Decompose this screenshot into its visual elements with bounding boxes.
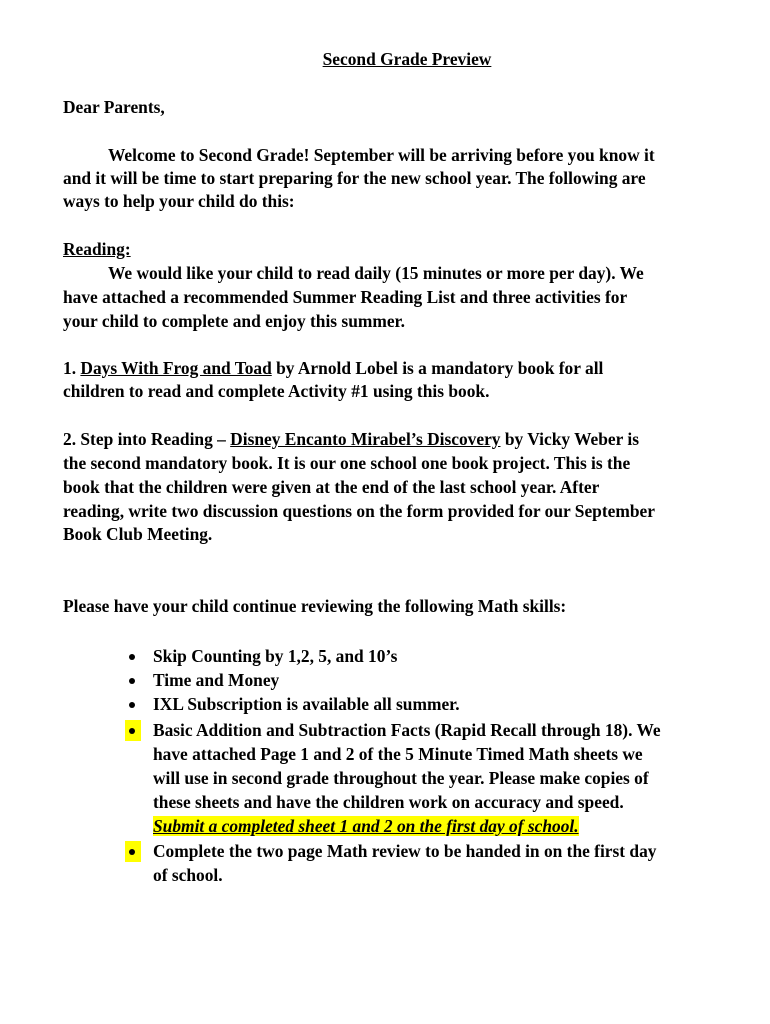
math-intro: Please have your child continue reviewing the following Math skills: [63,596,567,616]
item-2-line-5: Book Club Meeting. [63,524,213,544]
math-bullet-4-line-1: Basic Addition and Subtraction Facts (Rapid Recall through 18). We [153,720,661,740]
item-2-line-4: reading, write two discussion questions on the form provided for our September [63,501,655,521]
page-title [0,48,770,71]
bullet-dot [126,645,138,668]
intro-line-1: Welcome to Second Grade! September will be arriving before you know it [108,145,655,165]
math-bullet-5-line-2: of school. [153,865,223,885]
item-1-book-title: Days With Frog and Toad [80,358,272,378]
reading-heading: Reading: [63,239,131,259]
bullet-dot [126,840,138,863]
item-2-prefix: 2. Step into Reading – [63,429,231,449]
math-bullet-1: Skip Counting by 1,2, 5, and 10’s [153,646,398,666]
bullet-dot [126,719,138,742]
item-1-rest: by Arnold Lobel is a mandatory book for all [271,358,604,378]
bullet-dot [126,669,138,692]
reading-line-1: We would like your child to read daily (15 minutes or more per day). We [108,263,644,283]
bullet-dot [126,693,138,716]
book-item-2 [63,428,639,451]
reading-line-2: have attached a recommended Summer Reading List and three activities for [63,287,628,307]
math-bullet-5-line-1: Complete the two page Math review to be handed in on the first day [153,841,657,861]
highlighted-submit-note [153,815,579,838]
item-2-line-2: the second mandatory book. It is our one school one book project. This is the [63,453,631,473]
math-bullet-4-line-3: will use in second grade throughout the year. Please make copies of [153,768,649,788]
book-item-1 [63,357,603,380]
item-2-line-3: book that the children were given at the end of the last school year. After [63,477,600,497]
intro-line-2: and it will be time to start preparing for the new school year. The following are [63,168,646,188]
math-bullet-3: IXL Subscription is available all summer. [153,694,460,714]
math-bullet-4-line-2: have attached Page 1 and 2 of the 5 Minute Timed Math sheets we [153,744,643,764]
intro-line-3: ways to help your child do this: [63,191,295,211]
item-1-number: 1. [63,358,81,378]
reading-line-3: your child to complete and enjoy this summer. [63,311,406,331]
item-2-book-title: Disney Encanto Mirabel’s Discovery [230,429,501,449]
item-2-rest: by Vicky Weber is [500,429,640,449]
math-bullet-4-line-4: these sheets and have the children work on accuracy and speed. [153,792,624,812]
math-bullet-2: Time and Money [153,670,280,690]
item-1-line-2: children to read and complete Activity #1 using this book. [63,381,490,401]
submit-note-text: Submit a completed sheet 1 and 2 on the first day of school. [153,816,579,836]
greeting: Dear Parents, [63,97,165,117]
title-text: Second Grade Preview [322,49,492,69]
